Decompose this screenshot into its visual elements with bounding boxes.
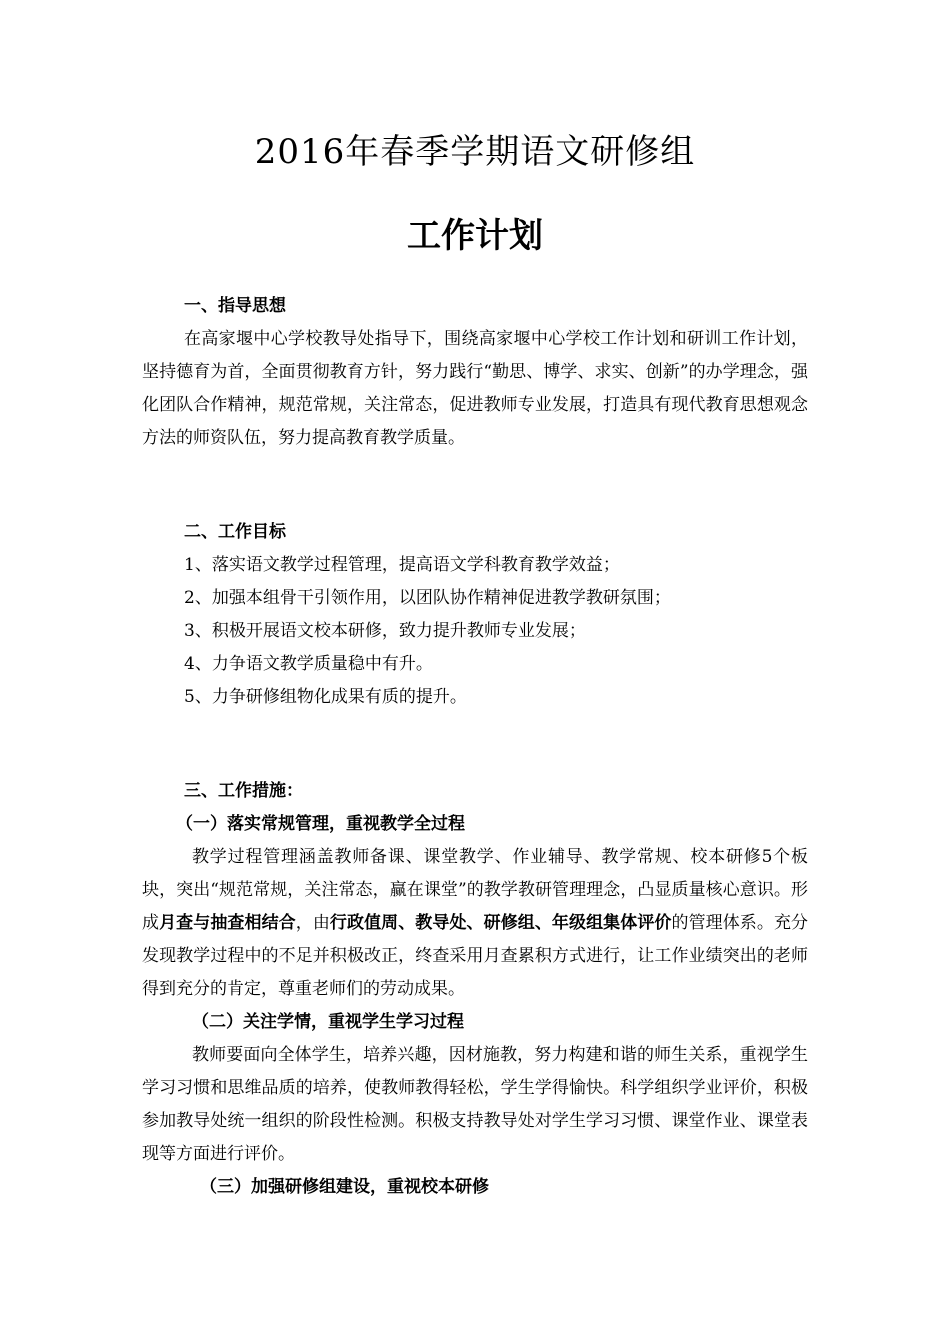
goal-item-4: 4、力争语文教学质量稳中有升。 (184, 654, 433, 674)
subsection2-heading: （二）关注学情，重视学生学习过程 (192, 1012, 464, 1032)
subsection1-bold-1: 月查与抽查相结合 (159, 913, 296, 933)
subsection1-text-d: 的管理体系。充分发现教学过程中的不足并积极改正，终查采用月查累积方式进行，让工作业绩突出的老师得到充分的肯定，尊重老师们的劳动成果。 (142, 913, 809, 999)
subsection1-bold-2: 行政值周、教导处、研修组、年级组集体评价 (329, 913, 672, 933)
subsection1-heading: （一）落实常规管理，重视教学全过程 (176, 814, 465, 834)
document-body (142, 290, 808, 1204)
document-subtitle: 工作计划 (407, 216, 543, 256)
goal-item-1: 1、落实语文教学过程管理，提高语文学科教育教学效益； (184, 555, 620, 575)
goal-item-5: 5、力争研修组物化成果有质的提升。 (184, 687, 467, 707)
subsection1-text-c: ，由 (295, 913, 330, 933)
document-title: 2016年春季学期语文研修组 (254, 132, 696, 172)
goal-item-2: 2、加强本组骨干引领作用，以团队协作精神促进教学教研氛围； (184, 588, 671, 608)
goal-item-3: 3、积极开展语文校本研修，致力提升教师专业发展； (184, 621, 586, 641)
subsection1-text-a: 教学过程管理涵盖教师备课、课堂教学、作业辅导、教学常规、校本研修5个板块，突出“规范常规，关注常态，赢在课堂”的教学教研管理理念，凸显质量核心意识。形成 (142, 847, 808, 933)
section2-heading: 二、工作目标 (184, 522, 286, 542)
section1-heading: 一、指导思想 (184, 296, 286, 316)
section1-paragraph: 在高家堰中心学校教导处指导下，围绕高家堰中心学校工作计划和研训工作计划，坚持德育为首，全面贯彻教育方针，努力践行“勤思、博学、求实、创新”的办学理念，强化团队合作精神，规范常规，关注常态，促进教师专业发展，打造具有现代教育思想观念方法的师资队伍，努力提高教育教学质量。 (142, 329, 808, 448)
subsection3-heading: （三）加强研修组建设，重视校本研修 (200, 1177, 489, 1197)
section3-heading: 三、工作措施： (184, 781, 303, 801)
subsection1-paragraph (142, 841, 808, 1006)
subsection2-paragraph: 教师要面向全体学生，培养兴趣，因材施教，努力构建和谐的师生关系，重视学生学习习惯和思维品质的培养，使教师教得轻松，学生学得愉快。科学组织学业评价，积极参加教导处统一组织的阶段性检测。积极支持教导处对学生学习习惯、课堂作业、课堂表现等方面进行评价。 (142, 1045, 808, 1164)
